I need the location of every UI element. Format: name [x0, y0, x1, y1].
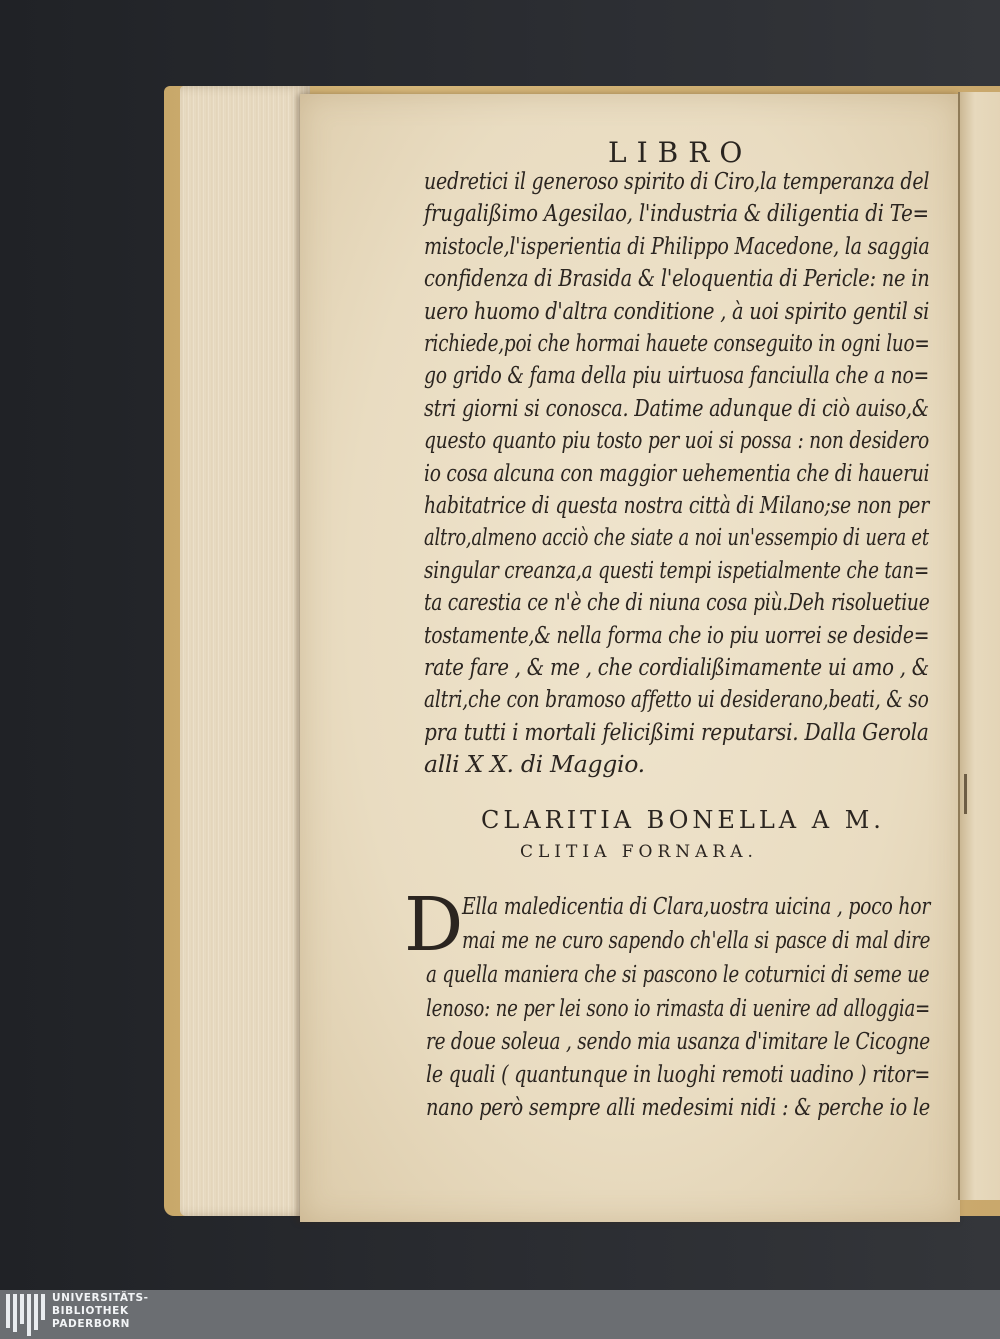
body-line: richiede,poi che hormai hauete conseguito in ogni luo= [424, 329, 930, 357]
letter-line: mai me ne curo sapendo ch'ella si pasce di mal dire [462, 926, 931, 954]
body-line: rate fare , & me , che cordialißimamente ui amo , & [424, 653, 930, 681]
body-line: io cosa alcuna con maggior uehementia che di hauerui [424, 458, 930, 487]
body-line: singular creanza,a questi tempi ispetialmente che tan= [424, 555, 930, 584]
body-line: go grido & fama della piu uirtuosa fanciulla che a no= [424, 361, 930, 390]
body-line: tostamente,& nella forma che io piu uorrei se deside= [424, 620, 930, 649]
body-line: questo quanto piu tosto per uoi si possa : non desidero [424, 426, 930, 455]
letter-heading-line2: CLITIA FORNARA. [520, 842, 758, 862]
body-line: frugalißimo Agesilao, l'industria & diligentia di Te= [424, 199, 929, 228]
body-line: uero huomo d'altra conditione , à uoi spirito gentil si [424, 296, 930, 325]
drop-cap: D [404, 882, 464, 968]
body-line: altro,almeno acciò che siate a noi un'essempio di uera et [424, 523, 929, 552]
letter-heading-line1: CLARITIA BONELLA A M. [481, 806, 885, 834]
letter-line: nano però sempre alli medesimi nidi : & perche io le [426, 1093, 930, 1121]
facing-page-edge [958, 92, 1000, 1200]
body-line: altri,che con bramoso affetto ui desiderano,beati, & so [424, 685, 929, 714]
footer-bar [0, 1290, 1000, 1339]
body-line: mistocle,l'isperientia di Philippo Macedone, la saggia [424, 231, 930, 260]
footer-line2: BIBLIOTHEK [52, 1305, 129, 1317]
body-line: pra tutti i mortali felicißimi reputarsi. Dalla Gerola [424, 717, 929, 746]
running-head: LIBRO [608, 136, 753, 169]
letter-line: re doue soleua , sendo mia usanza d'imitare le Cicogne [426, 1027, 930, 1055]
letter-line: le quali ( quantunque in luoghi remoti uadino ) ritor= [426, 1060, 931, 1088]
body-line: confidenza di Brasida & l'eloquentia di Pericle: ne in [424, 264, 930, 293]
page-edges [180, 86, 310, 1216]
body-line: ta carestia ce n'è che di niuna cosa più.Deh risoluetiue [424, 588, 930, 617]
footer-line3: PADERBORN [52, 1318, 131, 1330]
library-logo-icon [6, 1294, 46, 1336]
letter-line: Ella maledicentia di Clara,uostra uicina , poco hor [462, 892, 931, 920]
letter-line: lenoso: ne per lei sono io rimasta di uenire ad alloggia= [426, 994, 931, 1022]
body-line: habitatrice di questa nostra città di Milano;se non per [424, 491, 929, 519]
body-line: stri giorni si conosca. Datime adunque di ciò auiso,& [424, 393, 929, 422]
body-line: uedretici il generoso spirito di Ciro,la temperanza del [424, 167, 930, 195]
footer-line1: UNIVERSITÄTS- [52, 1292, 149, 1304]
body-line: alli X X. di Maggio. [424, 750, 645, 779]
letter-line: a quella maniera che si pascono le coturnici di seme ue [426, 960, 930, 988]
